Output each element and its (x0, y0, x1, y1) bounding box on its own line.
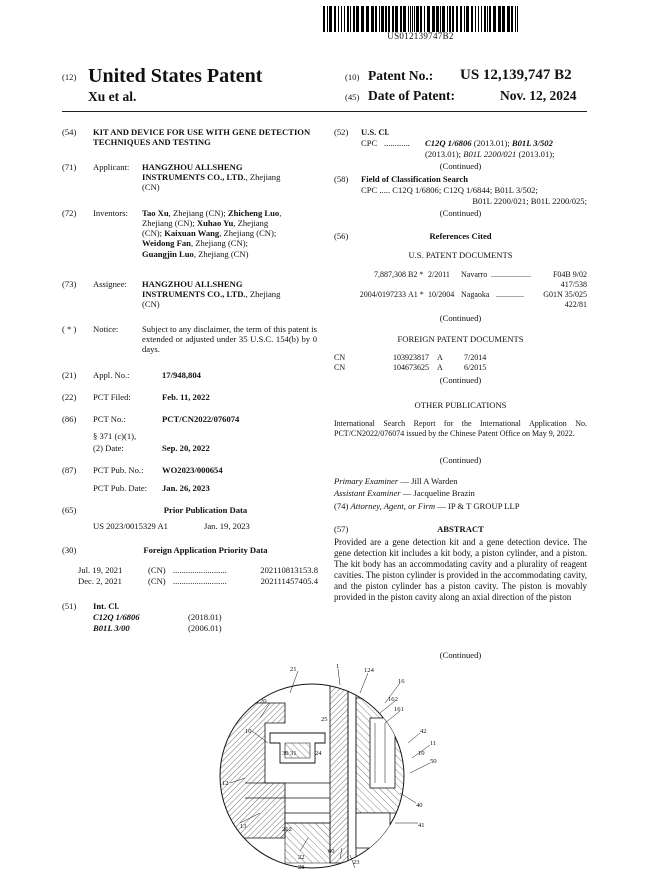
barcode-bar (427, 6, 430, 32)
barcode-bar (452, 6, 454, 32)
section-371: § 371 (c)(1), (93, 431, 137, 441)
inventor-1-loc: , Zhejiang (CN); (168, 208, 228, 218)
barcode-bar (353, 6, 355, 32)
inventor-3-loc: , Zhejiang (233, 218, 269, 229)
figure-label-31: 31 (290, 750, 297, 757)
barcode-bar (379, 6, 380, 32)
figure-label-40: 40 (416, 802, 423, 809)
figure-label-41: 41 (418, 822, 425, 829)
inventor-4-loc: , Zhejiang (CN); (219, 228, 277, 239)
prior-pub-date: Jan. 19, 2023 (204, 521, 250, 531)
barcode-bar (498, 6, 501, 32)
barcode-bar (338, 6, 339, 32)
pct-pub-no-value: WO2023/000654 (162, 465, 223, 475)
figure-label-162: 162 (388, 696, 398, 703)
attorney-label: Attorney, Agent, or Firm (350, 501, 436, 511)
assignee-location: , Zhejiang (245, 289, 281, 300)
figure-label-21: 21 (290, 666, 297, 673)
barcode-bar (447, 6, 448, 32)
figure-label-28: 28 (298, 864, 305, 869)
barcode-bar (449, 6, 451, 32)
attorney-name: — IP & T GROUP LLP (435, 501, 520, 511)
us-cl-ver-3: (2013.01); (516, 149, 555, 159)
pct-pub-date-value: Jan. 26, 2023 (162, 483, 210, 493)
inventor-2-sep: , (279, 208, 282, 218)
barcode-bar (334, 6, 336, 32)
int-cl-ver-1: (2018.01) (188, 612, 222, 622)
abstract-text: Provided are a gene detection kit and a gene detection device. The gene detection kit includes a kit body, a piston cylinder, and a piston. The kit body has an accommodating cavity and a plurality of reagent cavities. The piston cylinder is provided in the accommodating cavity, and the piston cylinder has a piston cavity. The piston is movably provided in the piston cavity along an axial direction of the piston (334, 537, 587, 602)
code-72: (72) (62, 208, 77, 218)
us-cl-ver-1: (2013.01); (471, 138, 512, 148)
us-cl-class-1: C12Q 1/6806 (425, 138, 472, 148)
date-371-value: Sep. 20, 2022 (162, 443, 210, 453)
code-45: (45) (345, 92, 360, 102)
foreign-ref-kind-1: A (437, 353, 443, 362)
foreign-priority-heading: Foreign Application Priority Data (143, 545, 268, 555)
us-cl-ver-2: (2013.01); (425, 149, 464, 159)
barcode-bar (436, 6, 439, 32)
appl-no-label: Appl. No.: (93, 370, 130, 380)
date-of-patent-label: Date of Patent: (368, 88, 455, 103)
figure-drawing (190, 663, 460, 869)
figure-label-42: 42 (420, 728, 427, 735)
code-22: (22) (62, 392, 77, 402)
us-ref-cls2-2: 422/81 (564, 300, 587, 309)
code-30: (30) (62, 545, 77, 555)
code-54: (54) (62, 127, 77, 137)
barcode-bar (460, 6, 462, 32)
barcode-bar (400, 6, 402, 32)
attorney (334, 501, 520, 511)
priority-cc-2: (CN) (148, 576, 166, 586)
code-56: (56) (334, 231, 349, 241)
inventor-2-loc: Zhejiang (CN); (142, 218, 197, 229)
barcode-bar (471, 6, 473, 32)
inventors-value (142, 208, 320, 259)
patent-type-title: United States Patent (88, 65, 263, 87)
figure-label-12: 12 (222, 780, 229, 787)
barcode-bar (347, 6, 349, 32)
us-cl-label: U.S. Cl. (361, 127, 390, 137)
barcode-bar (517, 6, 518, 32)
int-cl-label: Int. Cl. (93, 601, 120, 611)
us-ref-kind-1: B2 * (408, 270, 424, 279)
barcode-bar (412, 6, 413, 32)
notice-label: Notice: (93, 324, 119, 334)
publication-number: US012139747B2 (387, 31, 454, 41)
barcode-bar (464, 6, 465, 32)
barcode-bar (329, 6, 332, 32)
inventor-6: Guangjin Luo (142, 248, 194, 259)
figure-label-30: 30 (282, 750, 289, 757)
figure-label-124: 124 (364, 667, 374, 674)
assignee-value (142, 279, 317, 309)
us-cl-dots: ............ (384, 138, 410, 148)
inventor-4: Kaixuan Wang (164, 228, 220, 239)
barcode-bar (381, 6, 384, 32)
barcode-bar (515, 6, 516, 32)
us-cl-classes-2 (425, 149, 595, 159)
barcode-bar (502, 6, 505, 32)
code-57: (57) (334, 524, 349, 534)
assignee-label: Assignee: (93, 279, 127, 289)
barcode-bar (414, 6, 415, 32)
int-cl-2: B01L 3/00 (93, 623, 130, 633)
pct-filed-label: PCT Filed: (93, 392, 131, 402)
code-51: (51) (62, 601, 77, 611)
barcode-bar (478, 6, 479, 32)
barcode-bar (410, 6, 411, 32)
us-refs-continued: (Continued) (439, 313, 482, 323)
field-search-line-1: CPC ..... C12Q 1/6806; C12Q 1/6844; B01L 3/502; (361, 185, 538, 195)
inventors-label: Inventors: (93, 208, 128, 218)
barcode-bar (442, 6, 445, 32)
us-cl-class-3: B01L 2200/021 (463, 149, 517, 159)
field-search-line-2: B01L 2200/021; B01L 2200/025; (472, 196, 587, 206)
figure-label-60: 60 (328, 848, 335, 855)
patent-number: US 12,139,747 B2 (460, 67, 572, 83)
inventor-1: Tao Xu (142, 208, 169, 218)
us-patent-docs-heading: U.S. PATENT DOCUMENTS (408, 250, 513, 260)
pct-no-value: PCT/CN2022/076074 (162, 414, 240, 424)
assignee-country: (CN) (142, 299, 160, 310)
abstract-continued: (Continued) (439, 650, 482, 660)
priority-date-2: Dec. 2, 2021 (78, 576, 122, 586)
us-ref-kind-2: A1 * (408, 290, 424, 299)
priority-dots-2: ......................... (173, 576, 227, 586)
us-cl-continued: (Continued) (439, 161, 482, 171)
applicant-label: Applicant: (93, 162, 130, 172)
prior-publication-heading: Prior Publication Data (163, 505, 248, 515)
us-ref-cls-2: G01N 35/025 (543, 290, 587, 299)
figure-label-11: 11 (430, 740, 437, 747)
us-ref-no-2: 2004/0197233 (359, 290, 406, 299)
code-21: (21) (62, 370, 77, 380)
applicant-value (142, 162, 317, 192)
foreign-ref-cc-1: CN (334, 353, 346, 362)
barcode-bar (408, 6, 409, 32)
barcode-bar (350, 6, 351, 32)
primary-examiner (334, 476, 458, 486)
references-heading: References Cited (429, 231, 492, 241)
assignee-name-2: INSTRUMENTS CO., LTD. (142, 289, 246, 300)
date-371-label: (2) Date: (93, 443, 124, 453)
us-ref-cls-1: F04B 9/02 (552, 270, 587, 279)
barcode-bar (432, 6, 435, 32)
int-cl-1: C12Q 1/6806 (93, 612, 140, 622)
barcode-bar (327, 6, 328, 32)
figure-label-1: 1 (336, 663, 340, 670)
us-ref-dots-2: .............. (496, 290, 524, 299)
code-86: (86) (62, 414, 77, 424)
code-10: (10) (345, 72, 360, 82)
pct-no-label: PCT No.: (93, 414, 126, 424)
us-cl-classes (425, 138, 590, 148)
applicant-name-2: INSTRUMENTS CO., LTD. (142, 172, 246, 183)
code-12: (12) (62, 72, 77, 82)
code-notice: ( * ) (62, 324, 77, 334)
int-cl-ver-2: (2006.01) (188, 623, 222, 633)
pct-pub-date-label: PCT Pub. Date: (93, 483, 148, 493)
foreign-ref-no-1: 103923817 (393, 353, 429, 362)
prior-pub-number: US 2023/0015329 A1 (93, 521, 168, 531)
assistant-examiner-label: Assistant Examiner (334, 488, 401, 498)
barcode-bar (466, 6, 469, 32)
other-pubs-continued: (Continued) (439, 455, 482, 465)
header-divider (62, 111, 587, 112)
foreign-ref-date-2: 6/2015 (464, 363, 487, 372)
barcode-bar (385, 6, 387, 32)
barcode-bar (371, 6, 374, 32)
priority-dots-1: ......................... (173, 565, 227, 575)
inventor-5: Weidong Fan (142, 238, 191, 249)
primary-examiner-name: — Jill A Warden (398, 476, 458, 486)
foreign-refs-continued: (Continued) (439, 375, 482, 385)
inventor-3: Xuhao Yu (196, 218, 234, 229)
figure-label-212: 212 (282, 826, 292, 833)
barcode-bar (416, 6, 419, 32)
barcode-graphic (323, 6, 518, 32)
us-ref-cls2-1: 417/538 (560, 280, 587, 289)
primary-examiner-label: Primary Examiner (334, 476, 399, 486)
applicant-country: (CN) (142, 182, 160, 193)
figure-label-50: 50 (430, 758, 437, 765)
figure-label-13: 13 (240, 823, 247, 830)
figure-label-10a: 10 (245, 728, 252, 735)
barcode (323, 6, 518, 32)
other-publication-text: International Search Report for the International Application No. PCT/CN2022/076074 issued by the Chinese Patent Office on May 9, 2022. (334, 419, 587, 438)
code-73: (73) (62, 279, 77, 289)
notice-text: Subject to any disclaimer, the term of this patent is extended or adjusted under 35 U.S.C. 154(b) by 0 days. (142, 324, 317, 355)
inventor-short: Xu et al. (88, 89, 137, 104)
barcode-bar (395, 6, 398, 32)
representative-figure (190, 663, 460, 869)
code-74: (74) (334, 501, 349, 511)
foreign-ref-kind-2: A (437, 363, 443, 372)
foreign-ref-no-2: 104673625 (393, 363, 429, 372)
pct-pub-no-label: PCT Pub. No.: (93, 465, 144, 475)
barcode-bar (375, 6, 377, 32)
other-publications-heading: OTHER PUBLICATIONS (414, 400, 507, 410)
figure-label-10b: 10 (418, 750, 425, 757)
figure-label-16: 16 (398, 678, 405, 685)
barcode-bar (487, 6, 488, 32)
code-52: (52) (334, 127, 349, 137)
us-ref-name-2: Nagaoka (461, 290, 490, 299)
code-58: (58) (334, 174, 349, 184)
appl-no-value: 17/948,804 (162, 370, 201, 380)
code-71: (71) (62, 162, 77, 172)
priority-num-1: 202110813153.8 (260, 565, 318, 575)
patent-no-label: Patent No.: (368, 68, 434, 83)
inventor-5-loc: , Zhejiang (CN); (190, 238, 248, 249)
barcode-bar (511, 6, 513, 32)
field-search-continued: (Continued) (439, 208, 482, 218)
figure-label-25: 25 (321, 716, 328, 723)
foreign-patent-docs-heading: FOREIGN PATENT DOCUMENTS (397, 334, 524, 344)
barcode-bar (341, 6, 342, 32)
barcode-bar (507, 6, 510, 32)
barcode-bar (456, 6, 458, 32)
us-ref-date-2: 10/2004 (428, 290, 455, 299)
code-65: (65) (62, 505, 77, 515)
figure-label-24: 24 (315, 750, 322, 757)
priority-date-1: Jul. 19, 2021 (78, 565, 123, 575)
barcode-bar (388, 6, 390, 32)
us-ref-date-1: 2/2011 (428, 270, 450, 279)
figure-label-161: 161 (394, 706, 404, 713)
us-ref-name-1: Navarro (461, 270, 488, 279)
barcode-bar (475, 6, 476, 32)
barcode-bar (489, 6, 491, 32)
assistant-examiner (334, 488, 475, 498)
barcode-bar (323, 6, 325, 32)
figure-label-20: 20 (260, 698, 267, 705)
field-search-label: Field of Classification Search (361, 174, 469, 184)
foreign-ref-date-1: 7/2014 (464, 353, 487, 362)
assignee-name-1: HANGZHOU ALLSHENG (142, 279, 243, 289)
foreign-ref-cc-2: CN (334, 363, 346, 372)
inventor-3-country: (CN); (142, 228, 165, 239)
barcode-bar (440, 6, 441, 32)
barcode-bar (392, 6, 394, 32)
us-cl-cpc: CPC (361, 138, 378, 148)
barcode-bar (420, 6, 422, 32)
figure-label-23: 23 (353, 859, 360, 866)
barcode-bar (424, 6, 425, 32)
applicant-name-1: HANGZHOU ALLSHENG (142, 162, 243, 172)
priority-num-2: 202111457405.4 (260, 576, 318, 586)
abstract-heading: ABSTRACT (437, 524, 484, 534)
us-ref-no-1: 7,887,308 (374, 270, 406, 279)
assistant-examiner-name: — Jacqueline Brazin (400, 488, 475, 498)
inventor-6-loc: , Zhejiang (CN) (193, 248, 249, 259)
applicant-location: , Zhejiang (245, 172, 281, 183)
us-cl-class-2: B01L 3/502 (511, 138, 553, 148)
code-87: (87) (62, 465, 77, 475)
barcode-bar (484, 6, 486, 32)
barcode-bar (356, 6, 359, 32)
barcode-bar (361, 6, 364, 32)
barcode-bar (344, 6, 345, 32)
priority-cc-1: (CN) (148, 565, 166, 575)
us-ref-dots-1: .................... (491, 270, 531, 279)
pct-filed-value: Feb. 11, 2022 (162, 392, 210, 402)
figure-label-22: 22 (298, 854, 305, 861)
barcode-bar (481, 6, 482, 32)
invention-title: KIT AND DEVICE FOR USE WITH GENE DETECTION TECHNIQUES AND TESTING (93, 127, 311, 148)
barcode-bar (403, 6, 406, 32)
inventor-2: Zhicheng Luo (227, 208, 280, 218)
barcode-bar (366, 6, 369, 32)
date-of-patent: Nov. 12, 2024 (500, 88, 577, 103)
barcode-bar (493, 6, 496, 32)
